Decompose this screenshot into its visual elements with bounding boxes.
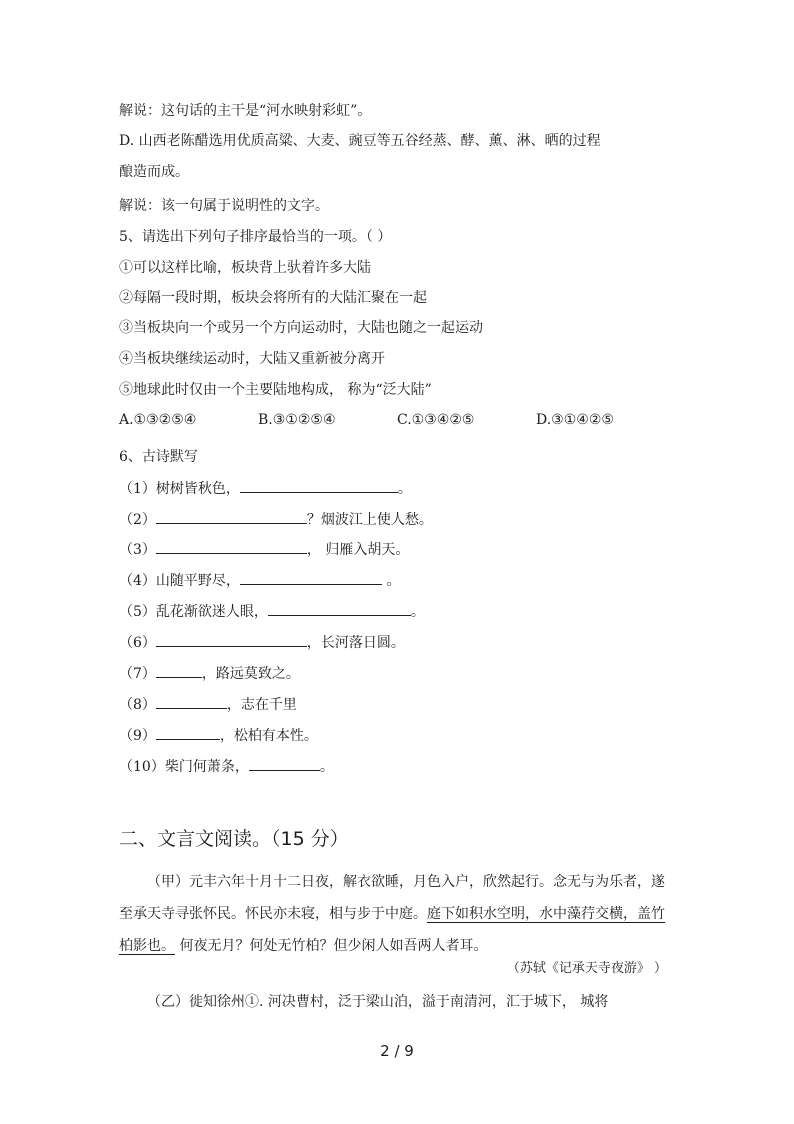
item-number: （10） bbox=[119, 759, 165, 775]
sentence-3: ③当板块向一个或另一个方向运动时，大陆也随之一起运动 bbox=[119, 320, 483, 336]
explanation-text: 解说：这句话的主干是“河水映射彩虹”。 bbox=[119, 103, 372, 119]
poem-text: ，志在千里 bbox=[226, 697, 297, 713]
option-d-text-continued: 酿造而成。 bbox=[119, 164, 189, 180]
option-c[interactable]: C.①③④②⑤ bbox=[397, 412, 475, 428]
poem-text: 。 bbox=[381, 573, 401, 589]
poem-item bbox=[119, 632, 405, 653]
item-number: （9） bbox=[119, 728, 156, 744]
answer-blank[interactable] bbox=[240, 570, 382, 585]
poem-text: 柴门何萧条， bbox=[164, 759, 249, 775]
answer-blank[interactable] bbox=[249, 756, 320, 771]
answer-blank[interactable] bbox=[156, 509, 307, 524]
poem-text: 。 bbox=[397, 481, 412, 497]
poem-text: ，松柏有本性。 bbox=[219, 728, 318, 744]
poem-item bbox=[119, 478, 412, 499]
poem-item bbox=[119, 601, 425, 622]
poem-item bbox=[119, 539, 409, 560]
answer-blank[interactable] bbox=[156, 539, 307, 554]
passage-text: 何夜无月？何处无竹柏？但少闲人如吾两人者耳。 bbox=[175, 938, 488, 954]
answer-blank[interactable] bbox=[240, 478, 398, 493]
poem-item bbox=[119, 694, 297, 715]
poem-text: 。 bbox=[319, 759, 334, 775]
sentence-1: ①可以这样比喻，板块背上驮着许多大陆 bbox=[119, 260, 371, 276]
item-number: （1） bbox=[119, 481, 156, 497]
passage-text: （甲）元丰六年十月十二日夜，解衣欲睡，月色入户，欣然起行。念无与为乐者，遂至承天寺寻张怀民。怀民亦未寝，相与步于中庭。 bbox=[119, 874, 665, 922]
item-number: （7） bbox=[119, 666, 156, 682]
passage-source: （苏轼《记承天寺夜游》 ） bbox=[506, 961, 667, 976]
option-a[interactable]: A.①③②⑤④ bbox=[119, 412, 197, 428]
underlined-sentence: 庭下如积水空明，水中藻荇交横，盖竹柏影也。 bbox=[119, 906, 665, 954]
item-number: （4） bbox=[119, 573, 156, 589]
sentence-2: ②每隔一段时期，板块会将所有的大陆汇聚在一起 bbox=[119, 290, 427, 306]
answer-blank[interactable] bbox=[156, 725, 220, 740]
answer-blank[interactable] bbox=[156, 694, 227, 709]
answer-blank[interactable] bbox=[156, 663, 202, 678]
item-number: （8） bbox=[119, 697, 156, 713]
poem-text: 山随平野尽， bbox=[155, 573, 240, 589]
item-number: （5） bbox=[119, 604, 156, 620]
answer-blank[interactable] bbox=[156, 632, 307, 647]
item-number: （6） bbox=[119, 635, 156, 651]
option-b[interactable]: B.③①②⑤④ bbox=[258, 412, 336, 428]
option-d-text: D. 山西老陈醋选用优质高粱、大麦、豌豆等五谷经蒸、酵、薰、淋、晒的过程 bbox=[119, 133, 601, 149]
page-number: 2 / 9 bbox=[380, 1042, 414, 1060]
question-5-stem: 5、请选出下列句子排序最恰当的一项。（ ） bbox=[119, 229, 392, 245]
poem-text: 树树皆秋色， bbox=[155, 481, 240, 497]
poem-text: 乱花渐欲迷人眼， bbox=[155, 604, 268, 620]
poem-item bbox=[119, 756, 334, 777]
poem-text: ， 归雁入胡天。 bbox=[306, 542, 410, 558]
section-heading: 二、文言文阅读。（15 分） bbox=[119, 828, 349, 850]
item-number: （2） bbox=[119, 512, 156, 528]
poem-item bbox=[119, 663, 300, 684]
explanation-text: 解说：该一句属于说明性的文字。 bbox=[119, 198, 329, 214]
question-6-title: 6、古诗默写 bbox=[119, 449, 198, 465]
item-number: （3） bbox=[119, 542, 156, 558]
poem-text: ，路远莫致之。 bbox=[201, 666, 300, 682]
passage-jia bbox=[119, 866, 675, 962]
poem-text: ，长河落日圆。 bbox=[306, 635, 405, 651]
poem-text: 。 bbox=[410, 604, 425, 620]
sentence-5: ⑤地球此时仅由一个主要陆地构成， 称为“泛大陆” bbox=[119, 382, 432, 398]
poem-text: ？烟波江上使人愁。 bbox=[306, 512, 433, 528]
answer-blank[interactable] bbox=[268, 601, 411, 616]
sentence-4: ④当板块继续运动时，大陆又重新被分离开 bbox=[119, 351, 385, 367]
poem-item bbox=[119, 509, 433, 530]
poem-item bbox=[119, 725, 318, 746]
poem-item bbox=[119, 570, 400, 591]
answer-options bbox=[119, 410, 614, 430]
passage-yi: （乙）徙知徐州①. 河决曹村，泛于梁山泊，溢于南清河，汇于城下， 城将 bbox=[147, 994, 609, 1010]
option-d[interactable]: D.③①④②⑤ bbox=[536, 412, 614, 428]
